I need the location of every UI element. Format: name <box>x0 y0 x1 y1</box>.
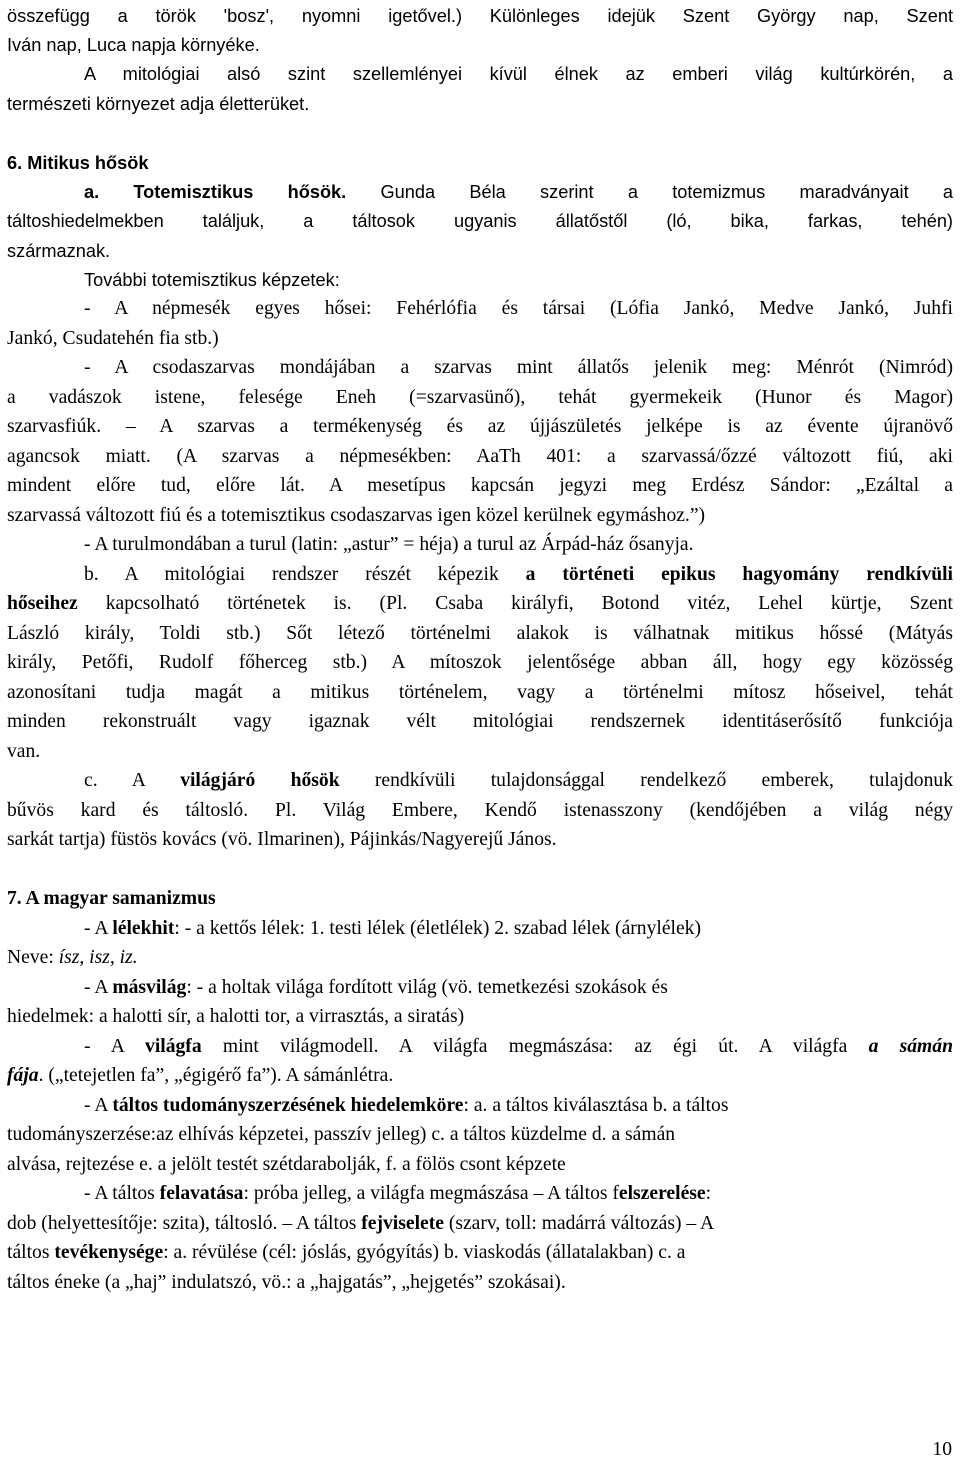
text-line <box>7 92 953 116</box>
text-run: szarvassá változott fiú és a totemisztikus csodaszarvas igen közel kerülnek egymáshoz.”) <box>7 505 706 526</box>
text-run: táltoshiedelmekben találjuk, a táltosok ugyanis állatőstől (ló, bika, farkas, tehén) <box>7 211 953 231</box>
text-run: természeti környezet adja életterüket. <box>7 94 310 114</box>
text-run: - A <box>84 1036 146 1057</box>
text-run: bűvös kard és táltosló. Pl. Világ Embere, Kendő istenasszony (kendőjében a világ négy <box>7 800 953 821</box>
text-line <box>7 592 953 616</box>
text-run: világfa <box>145 1036 202 1057</box>
text-run: táltos tudományszerzésének hiedelemköre <box>112 1095 464 1116</box>
text-run: tevékenysége <box>54 1242 164 1263</box>
text-run: tudományszerzése:az elhívás képzetei, passzív jelleg) c. a táltos küzdelme d. a sámán <box>7 1124 676 1145</box>
text-run: Gunda Béla szerint a totemizmus maradványait a <box>346 182 954 202</box>
text-line <box>7 651 953 675</box>
text-run: - A <box>84 918 113 939</box>
text-run: sarkát tartja) füstös kovács (vö. Ilmarinen), Pájinkás/Nagyerejű János. <box>7 829 557 850</box>
text-line <box>7 386 953 410</box>
text-line <box>7 1094 953 1118</box>
text-run: : próba jelleg, a világfa megmászása – A táltos f <box>243 1183 619 1204</box>
text-line <box>7 151 953 175</box>
text-line <box>7 769 953 793</box>
text-run: - A <box>84 977 113 998</box>
text-run: rendkívüli tulajdonsággal rendelkező emberek, tulajdonuk <box>339 770 953 791</box>
text-run: kapcsolható történetek is. (Pl. Csaba királyfi, Botond vitéz, Lehel kürtje, Szent <box>77 593 953 614</box>
text-line <box>7 62 953 86</box>
text-run: lélekhit <box>112 918 175 939</box>
text-line <box>7 1123 953 1147</box>
text-run: : a. a táltos kiválasztása b. a táltos <box>463 1095 729 1116</box>
text-line <box>7 799 953 823</box>
text-run: c. A <box>84 770 181 791</box>
text-line <box>7 740 953 764</box>
text-line <box>7 1005 953 1029</box>
text-line <box>7 681 953 705</box>
text-line <box>7 622 953 646</box>
text-run: 6. Mitikus hősök <box>7 153 149 173</box>
text-line <box>7 1064 953 1088</box>
text-run: : a. révülése (cél: jóslás, gyógyítás) b. viaskodás (állatalakban) c. a <box>163 1242 686 1263</box>
text-line <box>7 563 953 587</box>
text-run: - A népmesék egyes hősei: Fehérlófia és társai (Lófia Jankó, Medve Jankó, Juhfi <box>84 298 953 319</box>
text-run: - A táltos <box>84 1183 160 1204</box>
text-run: - A turulmondában a turul (latin: „astur” = héja) a turul az Árpád-ház ősanyja. <box>84 534 694 555</box>
text-run: A mitológiai alsó szint szellemlényei kívül élnek az emberi világ kultúrkörén, a <box>84 64 953 84</box>
text-run: László király, Toldi stb.) Sőt létező történelmi alakok is válhatnak mitikus hőssé (Mátyás <box>7 623 953 644</box>
text-line <box>7 4 953 28</box>
text-line <box>7 1153 953 1177</box>
text-run: További totemisztikus képzetek: <box>84 270 340 290</box>
text-run: - A csodaszarvas mondájában a szarvas mint állatős jelenik meg: Ménrót (Nimród) <box>84 357 953 378</box>
text-line <box>7 327 953 351</box>
text-run: : <box>705 1183 712 1204</box>
text-run: származnak. <box>7 241 111 261</box>
text-line <box>7 209 953 233</box>
text-run: minden rekonstruált vagy igaznak vélt mitológiai rendszernek identitáserősítő funkciója <box>7 711 953 732</box>
text-line <box>7 415 953 439</box>
text-run: alvása, rejtezése e. a jelölt testét szétdarabolják, f. a fölös csont képzete <box>7 1154 566 1175</box>
text-run: mint világmodell. A világfa megmászása: az égi út. A világfa <box>201 1036 869 1057</box>
text-line <box>7 828 953 852</box>
text-line <box>7 239 953 263</box>
text-run: hőseihez <box>7 593 78 614</box>
text-run: Iván nap, Luca napja környéke. <box>7 35 260 55</box>
page-number: 10 <box>932 1439 952 1460</box>
text-line <box>7 356 953 380</box>
text-run: . („tetejetlen fa”, „égigérő fa”). A sámánlétra. <box>38 1065 394 1086</box>
text-line <box>7 887 953 911</box>
text-run: - A <box>84 1095 113 1116</box>
text-run: felavatása <box>159 1183 244 1204</box>
text-run: ísz, isz, iz. <box>58 947 138 968</box>
text-run: Neve: <box>7 947 59 968</box>
text-run: a történeti epikus hagyomány rendkívüli <box>525 564 953 585</box>
text-run: dob (helyettesítője: szita), táltosló. – A táltos <box>7 1213 362 1234</box>
text-run: a sámán <box>868 1036 953 1057</box>
text-run: táltos éneke (a „haj” indulatszó, vö.: a „hajgatás”, „hejgetés” szokásai). <box>7 1272 566 1293</box>
text-run: van. <box>7 741 41 762</box>
text-line <box>7 1182 953 1206</box>
text-run: : - a holtak világa fordított világ (vö. temetkezési szokások és <box>186 977 668 998</box>
text-line <box>7 268 953 292</box>
text-run: világjáró hősök <box>180 770 340 791</box>
text-run: a vadászok istene, felesége Eneh (=szarvasünő), tehát gyermekeik (Hunor és Magor) <box>7 387 953 408</box>
text-run: b. A mitológiai rendszer részét képezik <box>84 564 526 585</box>
text-run: Jankó, Csudatehén fia stb.) <box>7 328 219 349</box>
text-line <box>7 1241 953 1265</box>
text-run: a. Totemisztikus hősök. <box>84 182 347 202</box>
text-run: szarvasfiúk. – A szarvas a termékenység és az újjászületés jelképe is az évente újranövő <box>7 416 953 437</box>
text-run: elszerelése <box>618 1183 706 1204</box>
text-run: agancsok miatt. (A szarvas a népmesékben: AaTh 401: a szarvassá/őzzé változott fiú, aki <box>7 446 953 467</box>
text-line <box>7 1212 953 1236</box>
text-line <box>7 976 953 1000</box>
text-line <box>7 917 953 941</box>
text-run: 7. A magyar samanizmus <box>7 888 216 909</box>
text-line <box>7 1035 953 1059</box>
text-line <box>7 33 953 57</box>
text-run: fája <box>7 1065 39 1086</box>
text-run: összefügg a török 'bosz', nyomni igetővel.) Különleges idejük Szent György nap, Szent <box>7 6 953 26</box>
text-run: király, Petőfi, Rudolf főherceg stb.) A mítoszok jelentősége abban áll, hogy egy közösség <box>7 652 953 673</box>
text-line <box>7 504 953 528</box>
text-run: táltos <box>7 1242 55 1263</box>
text-line <box>7 1271 953 1295</box>
text-line <box>7 474 953 498</box>
text-line <box>7 297 953 321</box>
text-line <box>7 710 953 734</box>
text-line <box>7 180 953 204</box>
text-line <box>7 445 953 469</box>
text-line <box>7 946 953 970</box>
text-run: (szarv, toll: madárrá változás) – A <box>443 1213 715 1234</box>
text-line <box>7 533 953 557</box>
text-run: mindent előre tud, előre lát. A mesetípus kapcsán jegyzi meg Erdész Sándor: „Ezáltal a <box>7 475 953 496</box>
text-run: azonosítani tudja magát a mitikus történelem, vagy a történelmi mítosz hőseivel, tehát <box>7 682 953 703</box>
text-run: másvilág <box>112 977 187 998</box>
text-run: fejviselete <box>361 1213 444 1234</box>
text-run: hiedelmek: a halotti sír, a halotti tor, a virrasztás, a siratás) <box>7 1006 465 1027</box>
text-run: : - a kettős lélek: 1. testi lélek (életlélek) 2. szabad lélek (árnylélek) <box>174 918 701 939</box>
